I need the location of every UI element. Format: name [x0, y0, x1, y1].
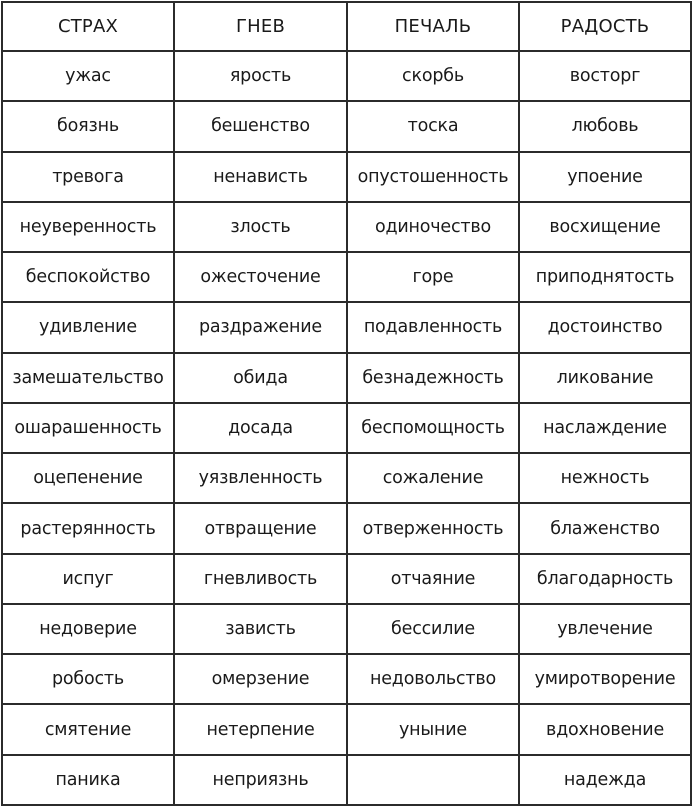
cell-fear: робость: [2, 654, 174, 704]
cell-joy: вдохновение: [519, 704, 691, 754]
table-row: [2, 503, 691, 553]
cell-fear: смятение: [2, 704, 174, 754]
cell-anger: уязвленность: [174, 453, 347, 503]
cell-joy: наслаждение: [519, 403, 691, 453]
cell-fear: ошарашенность: [2, 403, 174, 453]
table-row: [2, 604, 691, 654]
table-row: [2, 302, 691, 352]
cell-fear: боязнь: [2, 101, 174, 151]
cell-anger: ненависть: [174, 152, 347, 202]
emotions-table: [1, 1, 692, 806]
table-row: [2, 403, 691, 453]
table-row: [2, 101, 691, 151]
cell-anger: раздражение: [174, 302, 347, 352]
cell-anger: досада: [174, 403, 347, 453]
table-row: [2, 554, 691, 604]
cell-fear: тревога: [2, 152, 174, 202]
cell-fear: испуг: [2, 554, 174, 604]
cell-joy: приподнятость: [519, 252, 691, 302]
cell-joy: ликование: [519, 353, 691, 403]
table-body: [2, 51, 691, 805]
cell-joy: увлечение: [519, 604, 691, 654]
cell-sadness: горе: [347, 252, 519, 302]
header-fear: СТРАХ: [2, 2, 174, 51]
cell-fear: неуверенность: [2, 202, 174, 252]
cell-fear: оцепенение: [2, 453, 174, 503]
cell-anger: обида: [174, 353, 347, 403]
cell-anger: неприязнь: [174, 755, 347, 805]
table-row: [2, 202, 691, 252]
header-row: [2, 2, 691, 51]
cell-sadness: тоска: [347, 101, 519, 151]
table-row: [2, 353, 691, 403]
cell-joy: надежда: [519, 755, 691, 805]
table-row: [2, 51, 691, 101]
cell-sadness: беспомощность: [347, 403, 519, 453]
cell-fear: замешательство: [2, 353, 174, 403]
cell-anger: нетерпение: [174, 704, 347, 754]
header-joy: РАДОСТЬ: [519, 2, 691, 51]
cell-joy: нежность: [519, 453, 691, 503]
table-row: [2, 755, 691, 805]
cell-sadness: опустошенность: [347, 152, 519, 202]
cell-fear: удивление: [2, 302, 174, 352]
table-header: [2, 2, 691, 51]
cell-fear: ужас: [2, 51, 174, 101]
header-anger: ГНЕВ: [174, 2, 347, 51]
cell-sadness: недовольство: [347, 654, 519, 704]
cell-anger: отвращение: [174, 503, 347, 553]
cell-sadness: одиночество: [347, 202, 519, 252]
cell-anger: ожесточение: [174, 252, 347, 302]
cell-sadness: скорбь: [347, 51, 519, 101]
table-row: [2, 453, 691, 503]
cell-sadness: подавленность: [347, 302, 519, 352]
table-row: [2, 704, 691, 754]
cell-anger: злость: [174, 202, 347, 252]
cell-joy: восторг: [519, 51, 691, 101]
cell-fear: растерянность: [2, 503, 174, 553]
cell-joy: восхищение: [519, 202, 691, 252]
table-row: [2, 252, 691, 302]
cell-joy: блаженство: [519, 503, 691, 553]
header-sadness: ПЕЧАЛЬ: [347, 2, 519, 51]
cell-joy: достоинство: [519, 302, 691, 352]
cell-anger: зависть: [174, 604, 347, 654]
cell-sadness: отверженность: [347, 503, 519, 553]
cell-sadness: [347, 755, 519, 805]
cell-fear: беспокойство: [2, 252, 174, 302]
cell-joy: упоение: [519, 152, 691, 202]
cell-joy: любовь: [519, 101, 691, 151]
cell-joy: умиротворение: [519, 654, 691, 704]
cell-anger: гневливость: [174, 554, 347, 604]
cell-anger: омерзение: [174, 654, 347, 704]
cell-joy: благодарность: [519, 554, 691, 604]
cell-sadness: уныние: [347, 704, 519, 754]
table-row: [2, 654, 691, 704]
cell-sadness: отчаяние: [347, 554, 519, 604]
cell-fear: недоверие: [2, 604, 174, 654]
table-row: [2, 152, 691, 202]
cell-sadness: безнадежность: [347, 353, 519, 403]
cell-sadness: бессилие: [347, 604, 519, 654]
cell-anger: бешенство: [174, 101, 347, 151]
cell-anger: ярость: [174, 51, 347, 101]
cell-fear: паника: [2, 755, 174, 805]
cell-sadness: сожаление: [347, 453, 519, 503]
